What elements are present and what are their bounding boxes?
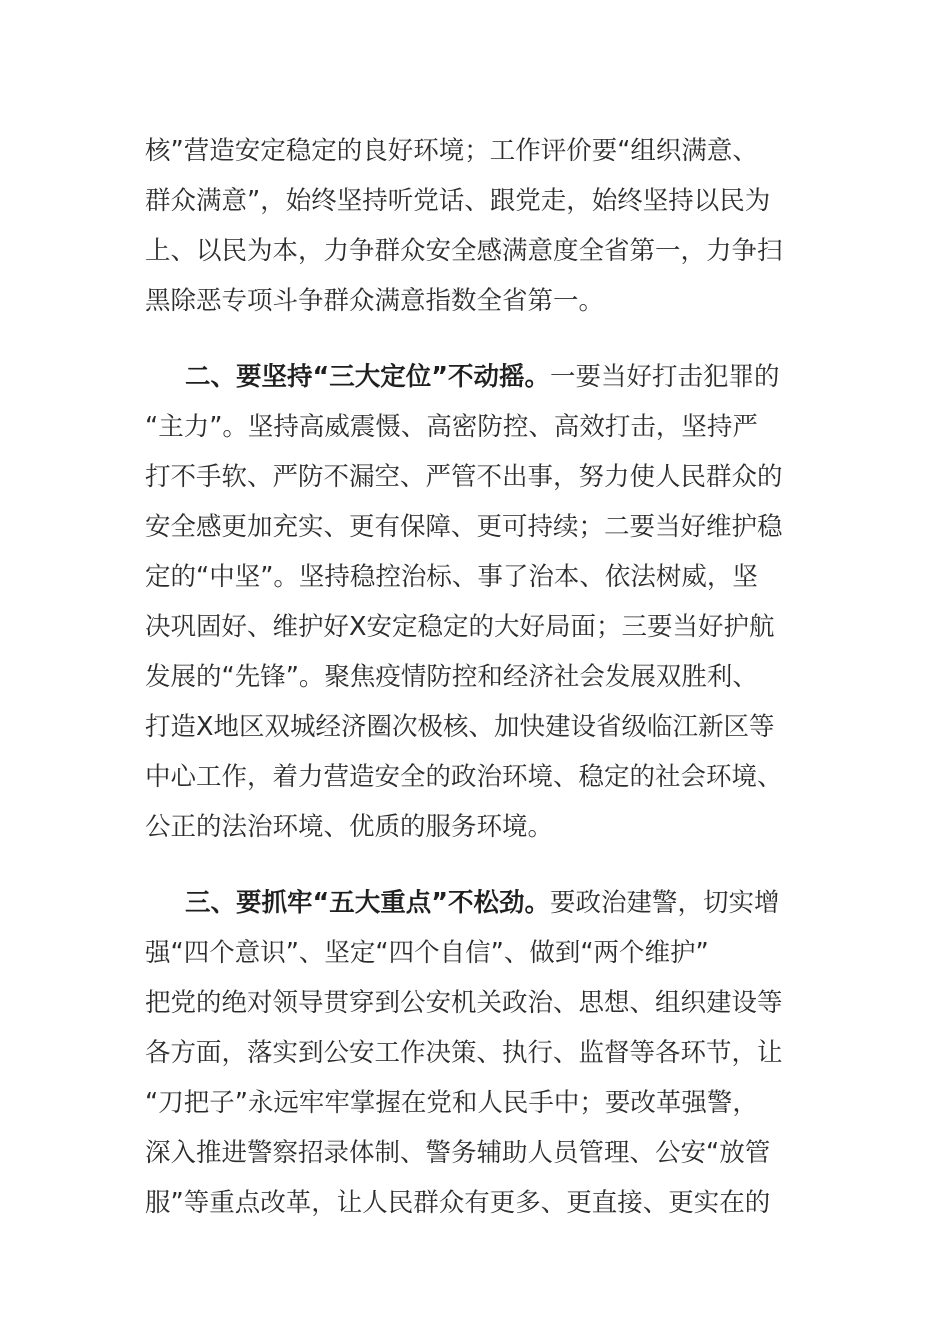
text-line: “主力”。坚持高威震慑、高密防控、高效打击，坚持严 bbox=[145, 412, 758, 442]
text-run: 一要当好打击犯罪的 bbox=[550, 362, 780, 392]
text-line: 各方面，落实到公安工作决策、执行、监督等各环节，让 bbox=[145, 1038, 783, 1068]
section-heading: 二、要坚持“三大定位”不动摇。 bbox=[185, 362, 551, 392]
text-line: 决巩固好、维护好X安定稳定的大好局面；三要当好护航 bbox=[145, 612, 775, 642]
text-line: 定的“中坚”。坚持稳控治标、事了治本、依法树威，坚 bbox=[145, 562, 758, 592]
text-line: 打不手软、严防不漏空、严管不出事，努力使人民群众的 bbox=[145, 462, 783, 492]
text-line: 安全感更加充实、更有保障、更可持续；二要当好维护稳 bbox=[145, 512, 783, 542]
document-body bbox=[145, 126, 809, 1228]
text-line: 服”等重点改革，让人民群众有更多、更直接、更实在的 bbox=[145, 1188, 771, 1218]
text-line: 公正的法治环境、优质的服务环境。 bbox=[145, 812, 554, 842]
text-line: 中心工作，着力营造安全的政治环境、稳定的社会环境、 bbox=[145, 762, 783, 792]
text-line: 核”营造安定稳定的良好环境；工作评价要“组织满意、 bbox=[145, 136, 758, 166]
text-line: “刀把子”永远牢牢掌握在党和人民手中；要改革强警， bbox=[145, 1088, 758, 1118]
text-run: 要政治建警，切实增 bbox=[550, 888, 780, 918]
text-line: 黑除恶专项斗争群众满意指数全省第一。 bbox=[145, 286, 605, 316]
paragraph-section-two bbox=[145, 352, 809, 852]
text-line: 强“四个意识”、坚定“四个自信”、做到“两个维护” bbox=[145, 938, 709, 968]
paragraph-continuation bbox=[145, 126, 809, 326]
text-line: 发展的“先锋”。聚焦疫情防控和经济社会发展双胜利、 bbox=[145, 662, 758, 692]
text-line bbox=[145, 878, 809, 928]
text-line: 深入推进警察招录体制、警务辅助人员管理、公安“放管 bbox=[145, 1138, 771, 1168]
text-line: 上、以民为本，力争群众安全感满意度全省第一，力争扫 bbox=[145, 236, 783, 266]
text-line bbox=[145, 352, 809, 402]
text-line: 群众满意”，始终坚持听党话、跟党走，始终坚持以民为 bbox=[145, 186, 771, 216]
text-line: 打造X地区双城经济圈次极核、加快建设省级临江新区等 bbox=[145, 712, 775, 742]
section-heading: 三、要抓牢“五大重点”不松劲。 bbox=[185, 888, 551, 918]
paragraph-section-three bbox=[145, 878, 809, 1228]
text-line: 把党的绝对领导贯穿到公安机关政治、思想、组织建设等 bbox=[145, 988, 783, 1018]
